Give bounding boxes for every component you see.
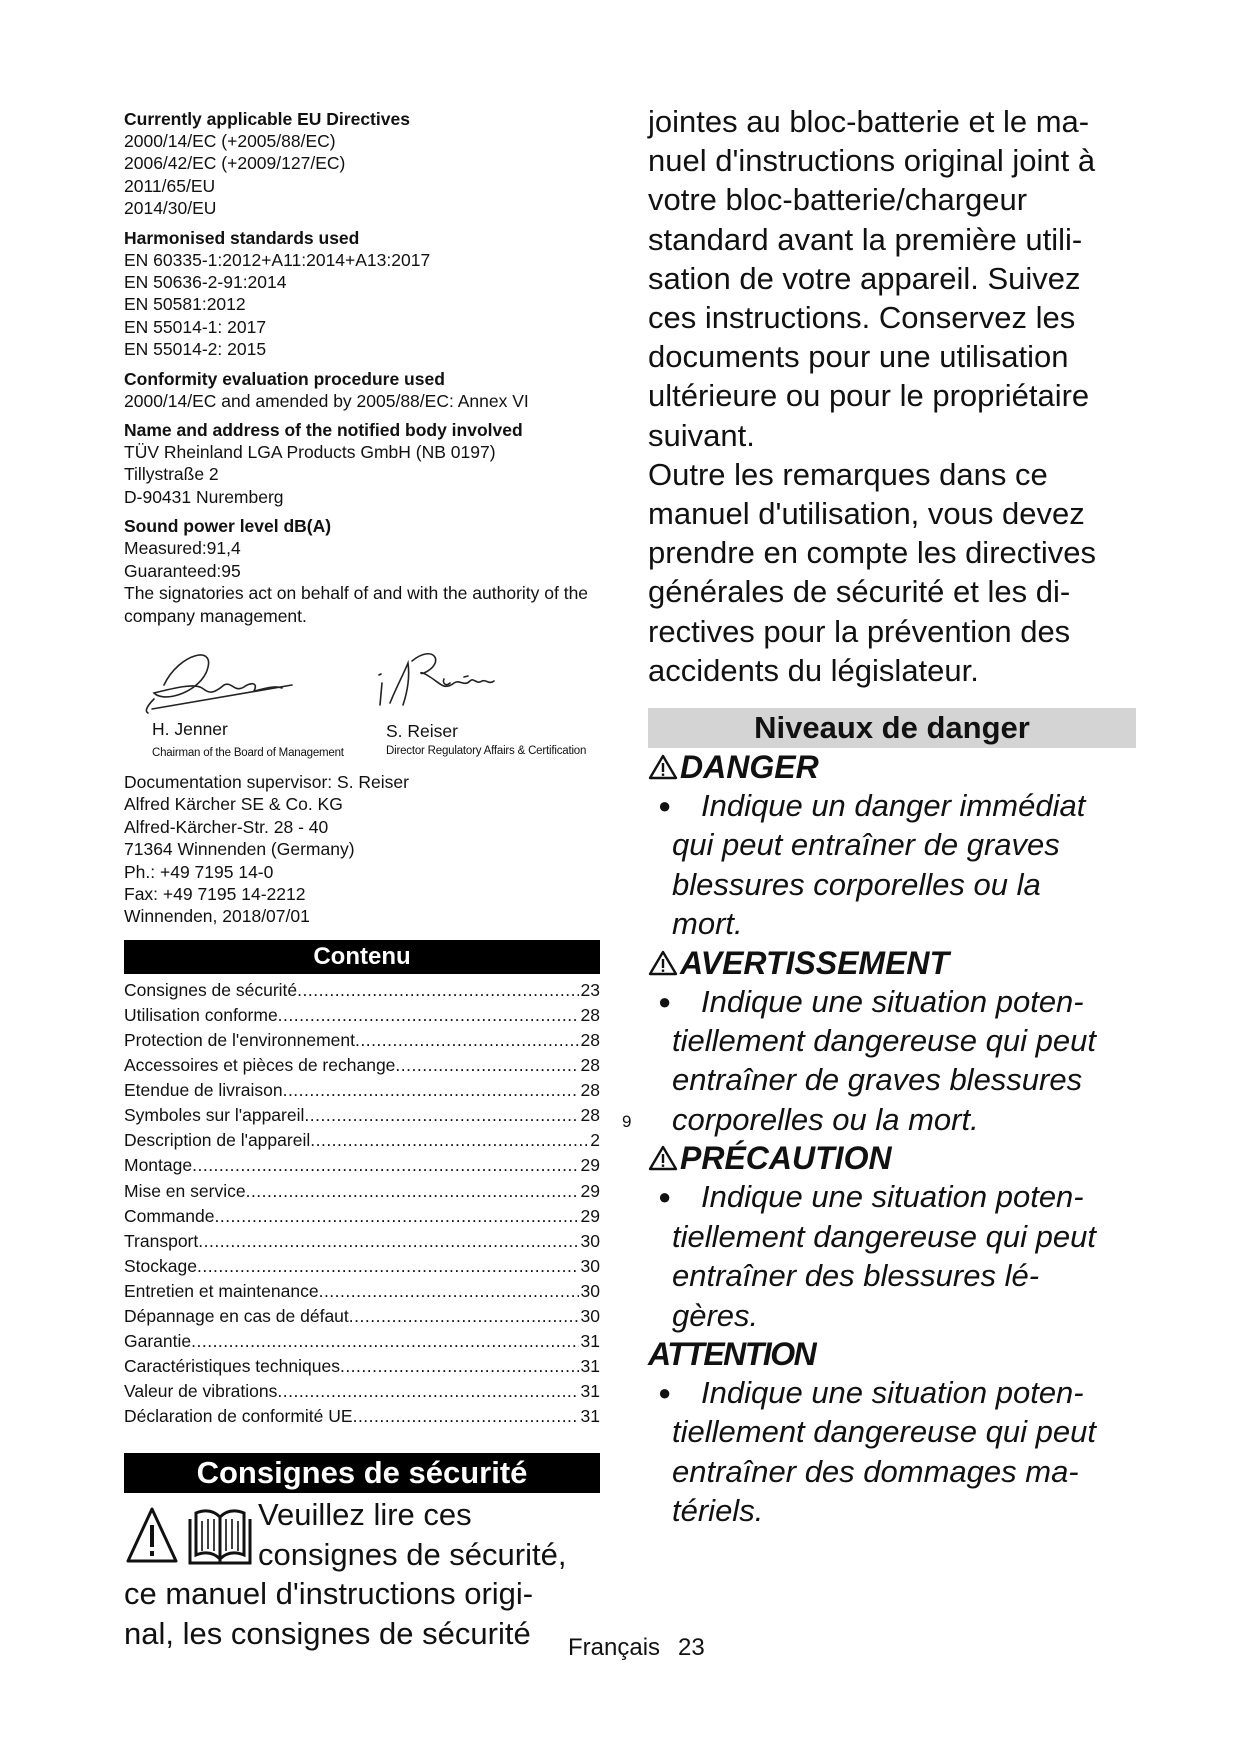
sound-power-heading: Sound power level dB(A) xyxy=(124,516,332,537)
toc-entry[interactable] xyxy=(124,1078,600,1103)
stray-page-digit: 9 xyxy=(622,1112,632,1131)
text-line: générales de sécurité et les di- xyxy=(648,574,1071,610)
toc-page: 31 xyxy=(580,1381,600,1402)
toc-page: 31 xyxy=(580,1331,600,1352)
warning-level-name: AVERTISSEMENT xyxy=(680,944,950,981)
toc-entry[interactable] xyxy=(124,1229,600,1254)
signatory-name: H. Jenner xyxy=(152,718,228,739)
danger-levels-heading: Niveaux de danger xyxy=(648,708,1136,748)
read-manual-icon xyxy=(190,1511,250,1563)
standard-line: EN 50636-2-91:2014 xyxy=(124,272,287,293)
level-line: tiellement dangereuse qui peut xyxy=(672,1023,1096,1059)
toc-page: 29 xyxy=(580,1180,600,1201)
level-line: qui peut entraîner de graves xyxy=(672,827,1060,863)
toc-page: 28 xyxy=(580,1055,600,1076)
right-column xyxy=(648,102,1136,1531)
doc-line: Alfred-Kärcher-Str. 28 - 40 xyxy=(124,816,329,837)
toc-label: Déclaration de conformité UE xyxy=(124,1406,353,1427)
signature-area xyxy=(124,633,600,768)
toc-entry[interactable] xyxy=(124,1354,600,1379)
notified-body-heading: Name and address of the notified body involved xyxy=(124,420,523,441)
doc-line: Ph.: +49 7195 14-0 xyxy=(124,861,274,882)
toc-leader xyxy=(349,1304,579,1329)
bullet-icon: ● xyxy=(658,1379,672,1405)
toc-leader xyxy=(278,1003,579,1028)
level-line: corporelles ou la mort. xyxy=(672,1101,979,1137)
warning-triangle-icon xyxy=(648,754,678,780)
level-line: gères. xyxy=(672,1297,759,1333)
signatory-role: Chairman of the Board of Management xyxy=(152,746,344,759)
safety-heading: Consignes de sécurité xyxy=(124,1453,600,1493)
toc-entry[interactable] xyxy=(124,1028,600,1053)
toc-leader xyxy=(283,1078,579,1103)
level-line: mort. xyxy=(672,906,743,942)
sound-power-line: Measured:91,4 xyxy=(124,538,241,559)
caution-level-name: PRÉCAUTION xyxy=(680,1140,892,1177)
toc-label: Montage xyxy=(124,1155,193,1176)
signatories-note: The signatories act on behalf of and with the authority of the company management. xyxy=(124,583,589,626)
toc-page: 31 xyxy=(580,1356,600,1377)
toc-leader xyxy=(340,1354,579,1379)
caution-level-heading xyxy=(648,1139,1136,1177)
doc-line: 71364 Winnenden (Germany) xyxy=(124,839,355,860)
text-line: documents pour une utilisation xyxy=(648,339,1069,375)
toc-page: 28 xyxy=(580,1080,600,1101)
bullet-icon: ● xyxy=(658,793,672,819)
toc-label: Dépannage en cas de défaut xyxy=(124,1305,349,1326)
attention-level-text xyxy=(648,1373,1136,1531)
text-line: rectives pour la prévention des xyxy=(648,613,1071,649)
toc-label: Etendue de livraison xyxy=(124,1080,283,1101)
toc-leader xyxy=(395,1053,578,1078)
toc-leader xyxy=(214,1204,578,1229)
toc-entry[interactable] xyxy=(124,1153,600,1178)
toc-page: 30 xyxy=(580,1255,600,1276)
toc-leader xyxy=(246,1179,579,1204)
toc-page: 28 xyxy=(580,1029,600,1050)
toc-label: Symboles sur l'appareil xyxy=(124,1105,305,1126)
warning-triangle-icon xyxy=(648,1145,678,1171)
toc-leader xyxy=(198,1229,578,1254)
toc-entry[interactable] xyxy=(124,1254,600,1279)
text-line: jointes au bloc-batterie et le ma- xyxy=(648,104,1090,139)
directive-line: 2006/42/EC (+2009/127/EC) xyxy=(124,153,346,174)
footer-page-number: 23 xyxy=(678,1634,705,1661)
text-line: Outre les remarques dans ce xyxy=(648,456,1048,492)
continued-text xyxy=(648,102,1136,690)
safety-intro xyxy=(124,1495,600,1653)
procedure-heading: Conformity evaluation procedure used xyxy=(124,368,445,389)
safety-intro-line: nal, les consignes de sécurité xyxy=(124,1615,531,1651)
warning-and-manual-icons xyxy=(126,1503,256,1573)
danger-level-name: DANGER xyxy=(680,749,819,786)
toc-entry[interactable] xyxy=(124,1329,600,1354)
toc-leader xyxy=(319,1279,579,1304)
danger-level-text xyxy=(648,786,1136,944)
bullet-icon: ● xyxy=(658,988,672,1014)
toc-page: 28 xyxy=(580,1105,600,1126)
toc-label: Caractéristiques techniques xyxy=(124,1356,340,1377)
level-line: entraîner des blessures lé- xyxy=(672,1258,1040,1294)
text-line: standard avant la première utili- xyxy=(648,221,1083,257)
toc-page: 29 xyxy=(580,1205,600,1226)
text-line: manuel d'utilisation, vous devez xyxy=(648,496,1085,532)
toc-entry[interactable] xyxy=(124,1279,600,1304)
text-line: ces instructions. Conservez les xyxy=(648,300,1076,336)
warning-level-text xyxy=(648,982,1136,1140)
standard-line: EN 50581:2012 xyxy=(124,294,246,315)
toc-leader xyxy=(197,1254,579,1279)
warning-level-heading xyxy=(648,944,1136,982)
toc-page: 30 xyxy=(580,1280,600,1301)
toc-label: Commande xyxy=(124,1205,215,1226)
toc-entry[interactable] xyxy=(124,1379,600,1404)
toc-entry[interactable] xyxy=(124,1053,600,1078)
toc-leader xyxy=(310,1128,588,1153)
toc-page: 30 xyxy=(580,1230,600,1251)
safety-intro-line: consignes de sécurité, xyxy=(258,1536,567,1572)
page-footer xyxy=(568,1634,705,1662)
toc-label: Description de l'appareil xyxy=(124,1130,311,1151)
doc-line: Alfred Kärcher SE & Co. KG xyxy=(124,794,343,815)
signatory-role: Director Regulatory Affairs & Certification xyxy=(386,744,587,757)
attention-level-name: ATTENTION xyxy=(648,1335,816,1372)
toc-entry[interactable] xyxy=(124,1103,600,1128)
directive-line: 2000/14/EC (+2005/88/EC) xyxy=(124,131,336,151)
danger-level-heading xyxy=(648,748,1136,786)
level-line: tiellement dangereuse qui peut xyxy=(672,1414,1096,1450)
level-line: blessures corporelles ou la xyxy=(672,866,1041,902)
doc-line: Winnenden, 2018/07/01 xyxy=(124,906,310,927)
doc-line: Documentation supervisor: S. Reiser xyxy=(124,771,409,792)
toc-label: Mise en service xyxy=(124,1180,246,1201)
footer-language: Français xyxy=(568,1634,661,1661)
signatory-name: S. Reiser xyxy=(386,720,458,741)
standard-line: EN 55014-2: 2015 xyxy=(124,339,267,360)
toc-entry[interactable] xyxy=(124,1404,600,1429)
toc-leader xyxy=(191,1329,578,1354)
standard-line: EN 55014-1: 2017 xyxy=(124,316,267,337)
level-line: Indique une situation poten- xyxy=(701,1179,1084,1215)
procedure-line: 2000/14/EC and amended by 2005/88/EC: Annex VI xyxy=(124,390,529,411)
toc-entry[interactable] xyxy=(124,1128,600,1153)
level-line: Indique un danger immédiat xyxy=(701,788,1086,824)
text-line: sation de votre appareil. Suivez xyxy=(648,260,1081,296)
toc-page: 31 xyxy=(580,1406,600,1427)
text-line: prendre en compte les directives xyxy=(648,535,1097,571)
directives-section xyxy=(124,108,600,627)
text-line: ultérieure ou pour le propriétaire xyxy=(648,378,1090,414)
toc-leader xyxy=(304,1103,578,1128)
left-column xyxy=(124,108,600,1653)
level-line: Indique une situation poten- xyxy=(701,983,1084,1019)
toc-label: Garantie xyxy=(124,1331,192,1352)
toc-page: 28 xyxy=(580,1004,600,1025)
text-line: accidents du législateur. xyxy=(648,652,979,688)
warning-triangle-icon xyxy=(128,1509,176,1561)
toc-page: 23 xyxy=(580,979,600,1000)
directive-line: 2014/30/EU xyxy=(124,198,217,219)
toc-leader xyxy=(192,1153,578,1178)
sound-power-line: Guaranteed:95 xyxy=(124,560,241,581)
toc-leader xyxy=(297,978,578,1003)
level-line: tiellement dangereuse qui peut xyxy=(672,1218,1096,1254)
text-line: nuel d'instructions original joint à xyxy=(648,143,1096,179)
toc-label: Transport xyxy=(124,1230,199,1251)
attention-level-heading xyxy=(648,1335,1136,1373)
toc-label: Valeur de vibrations xyxy=(124,1381,278,1402)
notified-body-line: TÜV Rheinland LGA Products GmbH (NB 0197) xyxy=(124,442,496,463)
notified-body-line: D-90431 Nuremberg xyxy=(124,486,284,507)
toc-entry[interactable] xyxy=(124,1304,600,1329)
toc-label: Utilisation conforme xyxy=(124,1004,278,1025)
level-line: entraîner de graves blessures xyxy=(672,1062,1083,1098)
documentation-block xyxy=(124,771,600,928)
toc-leader xyxy=(277,1379,578,1404)
toc-page: 2 xyxy=(590,1130,600,1151)
toc-page: 29 xyxy=(580,1155,600,1176)
bullet-icon: ● xyxy=(658,1184,672,1210)
toc-leader xyxy=(355,1028,579,1053)
toc-entry[interactable] xyxy=(124,978,600,1003)
directive-line: 2011/65/EU xyxy=(124,175,216,196)
toc-leader xyxy=(353,1404,579,1429)
contents-heading: Contenu xyxy=(124,940,600,974)
toc-label: Protection de l'environnement xyxy=(124,1029,355,1050)
toc-entry[interactable] xyxy=(124,1003,600,1028)
standards-heading: Harmonised standards used xyxy=(124,227,360,248)
toc-label: Accessoires et pièces de rechange xyxy=(124,1055,396,1076)
directive-heading: Currently applicable EU Directives xyxy=(124,109,410,129)
toc-entry[interactable] xyxy=(124,1204,600,1229)
table-of-contents xyxy=(124,978,600,1430)
level-line: Indique une situation poten- xyxy=(701,1374,1084,1410)
toc-page: 30 xyxy=(580,1305,600,1326)
level-line: tériels. xyxy=(672,1493,764,1529)
caution-level-text xyxy=(648,1177,1136,1335)
toc-label: Stockage xyxy=(124,1255,197,1276)
notified-body-line: Tillystraße 2 xyxy=(124,464,219,485)
toc-label: Consignes de sécurité xyxy=(124,979,298,1000)
text-line: suivant. xyxy=(648,417,755,453)
doc-line: Fax: +49 7195 14-2212 xyxy=(124,883,306,904)
standard-line: EN 60335-1:2012+A11:2014+A13:2017 xyxy=(124,249,431,270)
text-line: votre bloc-batterie/chargeur xyxy=(648,182,1028,218)
safety-intro-line: Veuillez lire ces xyxy=(258,1497,472,1533)
level-line: entraîner des dommages ma- xyxy=(672,1453,1079,1489)
warning-triangle-icon xyxy=(648,950,678,976)
safety-intro-line: ce manuel d'instructions origi- xyxy=(124,1576,534,1612)
toc-entry[interactable] xyxy=(124,1179,600,1204)
toc-label: Entretien et maintenance xyxy=(124,1280,319,1301)
